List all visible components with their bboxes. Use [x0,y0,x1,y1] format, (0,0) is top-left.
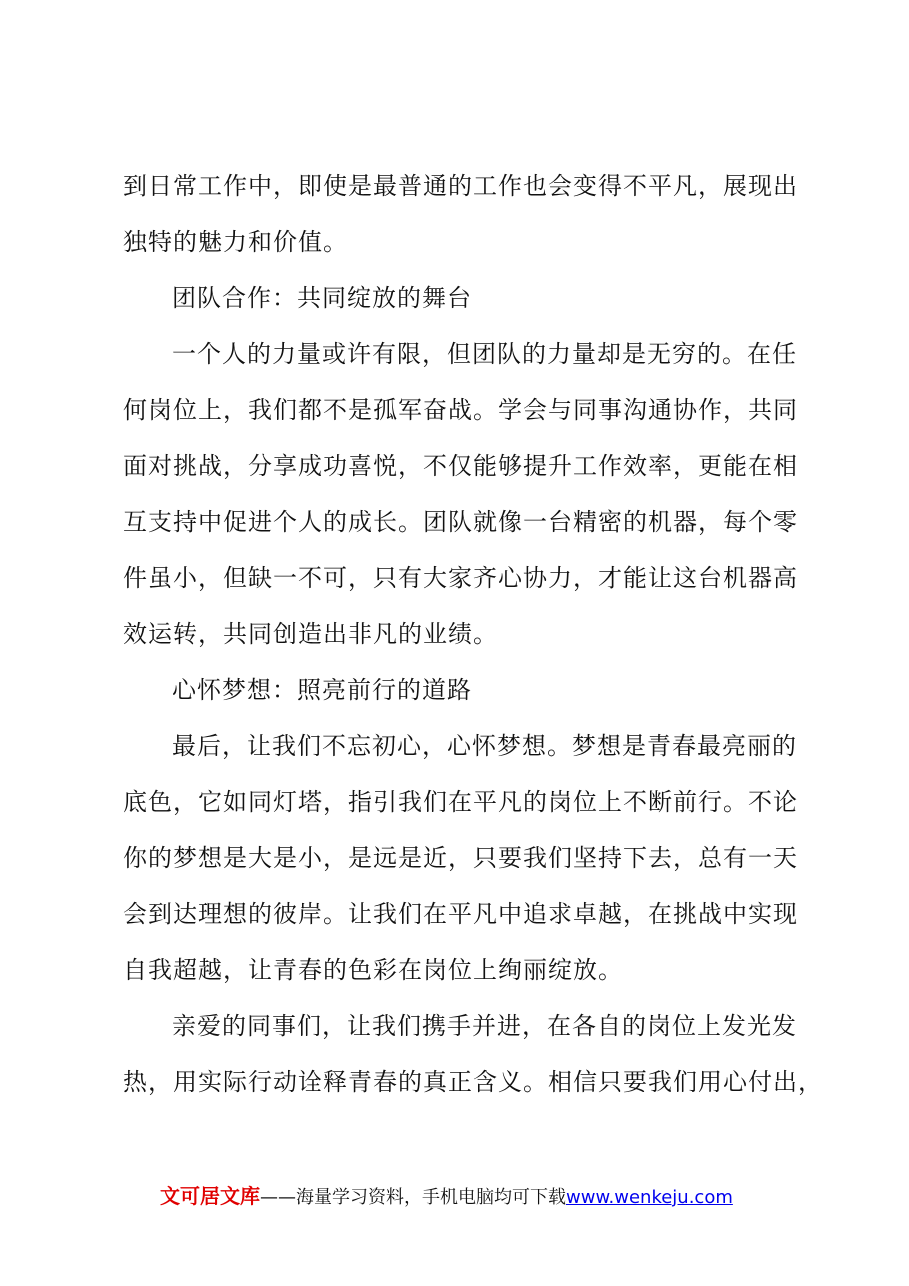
body-text-line: 独特的魅力和价值。 [123,228,348,256]
section-heading: 心怀梦想：照亮前行的道路 [172,676,472,704]
body-text-line: 你的梦想是大是小，是远是近，只要我们坚持下去，总有一天 [123,844,798,872]
body-text-line: 面对挑战，分享成功喜悦，不仅能够提升工作效率，更能在相 [123,452,798,480]
body-text-line: 何岗位上，我们都不是孤军奋战。学会与同事沟通协作，共同 [123,396,798,424]
body-text-line: 自我超越，让青春的色彩在岗位上绚丽绽放。 [123,956,623,984]
footer-brand: 文可居文库 [160,1184,260,1208]
body-text-line: 会到达理想的彼岸。让我们在平凡中追求卓越，在挑战中实现 [123,900,798,928]
body-text-line: 最后，让我们不忘初心，心怀梦想。梦想是青春最亮丽的 [172,732,797,760]
body-text-line: 互支持中促进个人的成长。团队就像一台精密的机器，每个零 [123,508,798,536]
body-text-line: 底色，它如同灯塔，指引我们在平凡的岗位上不断前行。不论 [123,788,798,816]
footer-url-link[interactable]: www.wenkeju.com [566,1187,733,1208]
body-text-line: 一个人的力量或许有限，但团队的力量却是无穷的。在任 [172,340,797,368]
footer-slogan: ——海量学习资料，手机电脑均可下载 [260,1187,566,1208]
section-heading: 团队合作：共同绽放的舞台 [172,284,472,312]
body-text-line: 到日常工作中，即使是最普通的工作也会变得不平凡，展现出 [123,172,798,200]
body-text-line: 亲爱的同事们，让我们携手并进，在各自的岗位上发光发 [172,1012,797,1040]
footer-banner [160,1182,800,1212]
body-text-line: 热，用实际行动诠释青春的真正含义。相信只要我们用心付出， [123,1068,823,1096]
body-text-line: 效运转，共同创造出非凡的业绩。 [123,620,498,648]
body-text-line: 件虽小，但缺一不可，只有大家齐心协力，才能让这台机器高 [123,564,798,592]
